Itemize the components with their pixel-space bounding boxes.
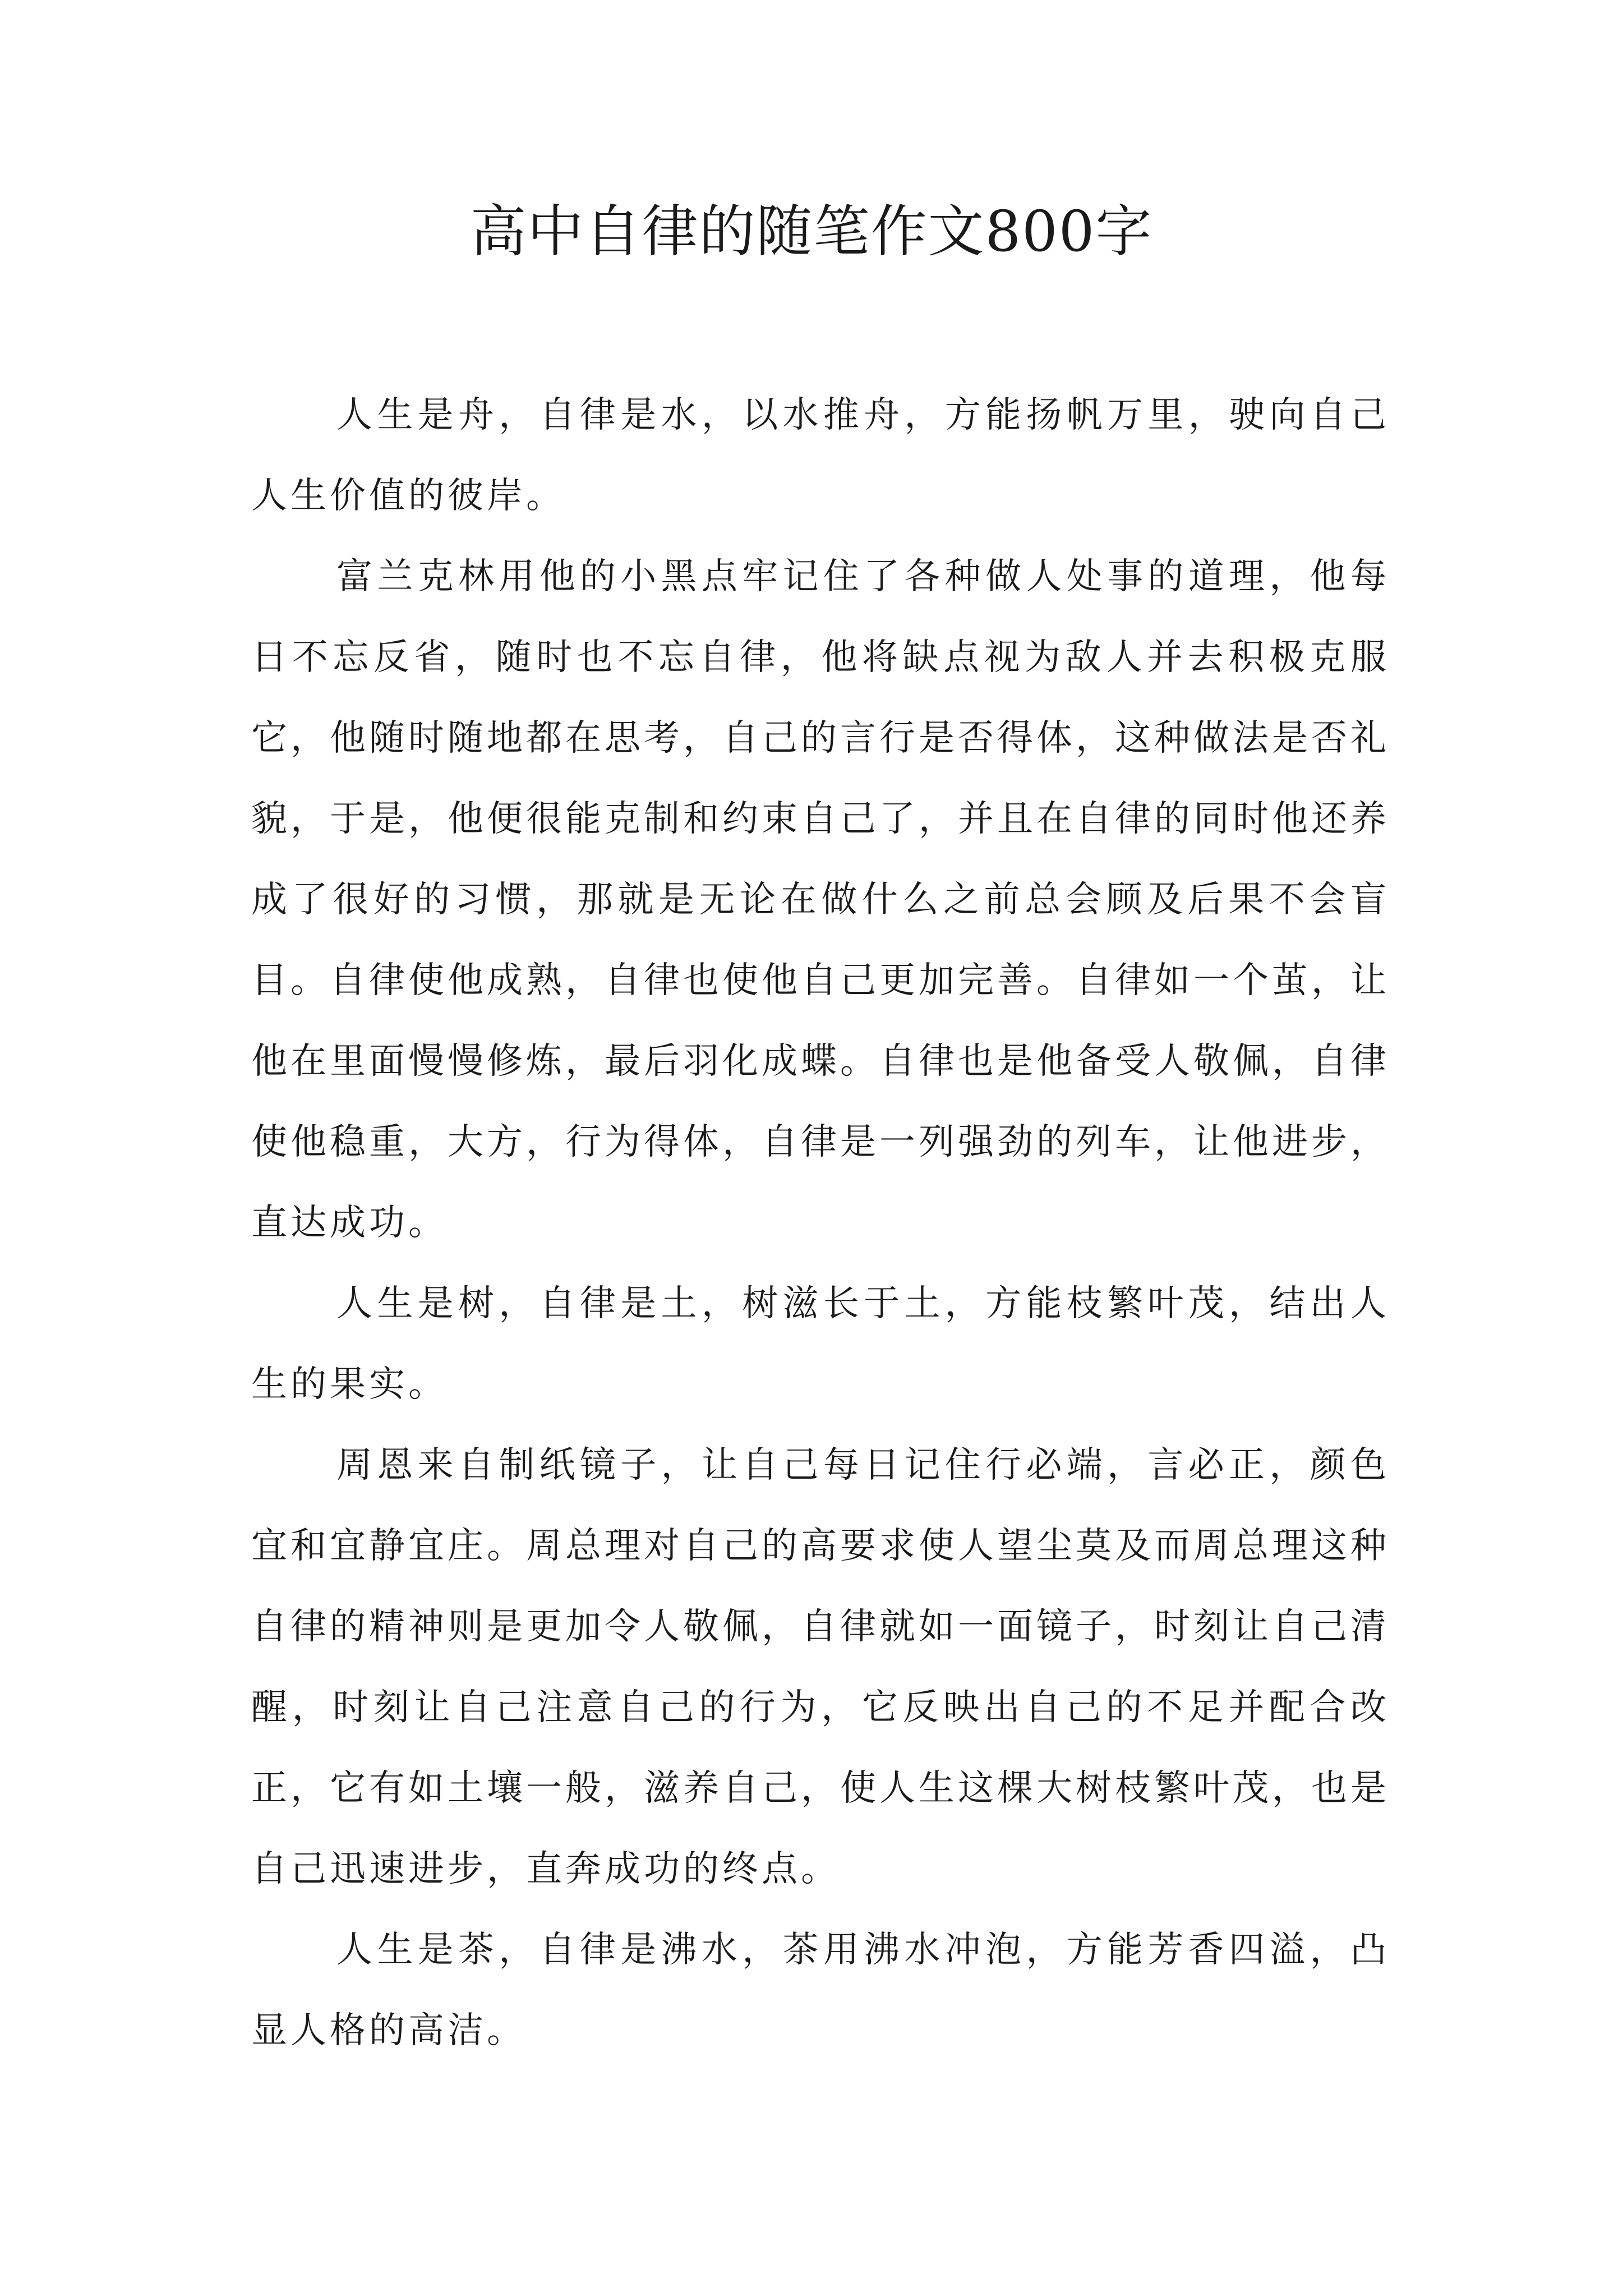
paragraph: 人生是树，自律是土，树滋长于土，方能枝繁叶茂，结出人生的果实。: [251, 1283, 1390, 1405]
document-body: [251, 375, 1390, 2071]
paragraph: 周恩来自制纸镜子，让自己每日记住行必端，言必正，颜色宜和宜静宜庄。周总理对自己的高要求使人望尘莫及而周总理这种自律的精神则是更加令人敬佩，自律就如一面镜子，时刻让自己清醒，时刻让自己注意自己的行为，它反映出自己的不足并配合改正，它有如土壤一般，滋养自己，使人生这棵大树枝繁叶茂，也是自己迅速进步，直奔成功的终点。: [251, 1444, 1390, 1890]
paragraph: 人生是舟，自律是水，以水推舟，方能扬帆万里，驶向自己人生价值的彼岸。: [251, 394, 1390, 517]
paragraph: 富兰克林用他的小黑点牢记住了各种做人处事的道理，他每日不忘反省，随时也不忘自律，他将缺点视为敌人并去积极克服它，他随时随地都在思考，自己的言行是否得体，这种做法是否礼貌，于是，他便很能克制和约束自己了，并且在自律的同时他还养成了很好的习惯，那就是无论在做什么之前总会顾及后果不会盲目。自律使他成熟，自律也使他自己更加完善。自律如一个茧，让他在里面慢慢修炼，最后羽化成蝶。自律也是他备受人敬佩，自律使他稳重，大方，行为得体，自律是一列强劲的列车，让他进步，直达成功。: [251, 556, 1390, 1244]
paragraph: 人生是茶，自律是沸水，茶用沸水冲泡，方能芳香四溢，凸显人格的高洁。: [251, 1929, 1390, 2051]
document-title: 高中自律的随笔作文800字: [470, 199, 1153, 264]
